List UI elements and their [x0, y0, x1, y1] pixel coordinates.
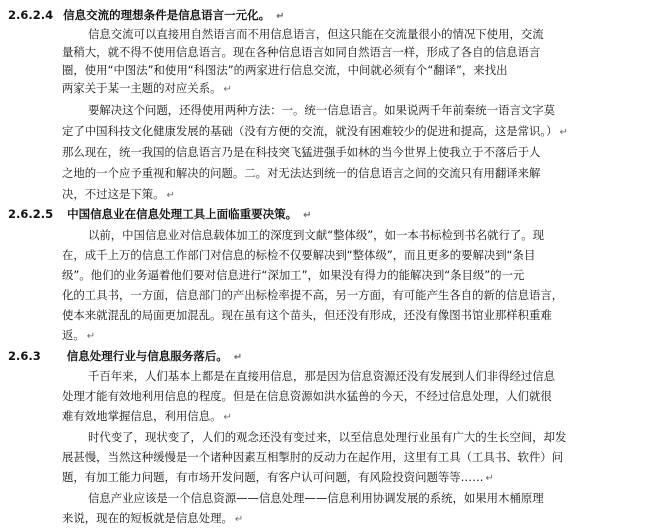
text-line: 量稍大，就不得不使用信息语言。现在各种信息语言如同自然语言一样，形成了各自的信息语言	[62, 45, 541, 59]
text-line: 处理才能有效地利用信息的程度。但是在信息资源如洪水猛兽的今天，不经过信息处理，人们就很	[62, 389, 552, 403]
text-line: 使本来就混乱的局面更加混乱。现在虽有这个苗头，但还没有形成，还没有像图书馆业那样积重难	[62, 308, 552, 322]
text-line: 那么现在，统一我国的信息语言乃是在科技突飞猛进强手如林的当今世界上使我立于不落后于人	[62, 145, 541, 159]
section-number: 2.6.2.4	[8, 8, 54, 22]
text-line: 展甚慢，当然这种缓慢是一个诸种因素互相掣肘的反动力在起作用，这里有工具（工具书、软件）问	[62, 450, 564, 464]
text-line: 决，不过这是下策。 ↵	[62, 187, 175, 201]
paragraph-mark-icon: ↵	[166, 190, 175, 201]
paragraph-mark-icon: ↵	[233, 352, 243, 363]
section-title: 信息交流的理想条件是信息语言一元化。	[63, 8, 271, 22]
text-line: 在，成千上万的信息工作部门对信息的标检不仅要解决到“整体级”，而且更多的要解决到“条目	[62, 248, 536, 262]
text-line: 定了中国科技文化健康发展的基础（没有方便的交流，就没有困难较少的促进和提高，这是常识。） ↵	[62, 124, 568, 138]
text-line: 级”。他们的业务逼着他们要对信息进行“深加工”，如果没有得力的能解决到“条目级”的一元	[62, 268, 525, 282]
paragraph-mark-icon: ↵	[234, 514, 244, 525]
paragraph-mark-icon: ↵	[223, 84, 232, 95]
section-number: 2.6.2.5	[8, 207, 54, 221]
section-heading	[8, 8, 285, 24]
text-line: 千百年来，人们基本上都是在直接用信息，那是因为信息资源还没有发展到人们非得经过信息	[88, 369, 556, 383]
text-line: 圈，使用“中图法”和使用“科图法”的两家进行信息交流，中间就必须有个“翻译”，来找出	[62, 63, 508, 77]
text-line: 时代变了，现状变了，人们的观念还没有变过来，以至信息处理行业虽有广大的生长空间，却发	[88, 430, 567, 444]
section-title: 信息处理行业与信息服务落后。	[66, 349, 228, 363]
paragraph-mark-icon: ↵	[223, 412, 232, 423]
text-line: 化的工具书，一方面，信息部门的产出标检率提不高，另一方面，有可能产生各自的新的信息语言，	[62, 288, 564, 302]
text-line: 返。 ↵	[62, 328, 96, 342]
section-heading	[8, 349, 242, 365]
text-line: 来说，现在的短板就是信息处理。 ↵	[62, 511, 244, 525]
text-line: 题，有加工能力问题，有市场开发问题，有客户认可问题，有风险投资问题等等…… ↵	[62, 470, 494, 484]
section-heading	[8, 207, 312, 223]
paragraph-mark-icon: ↵	[559, 127, 568, 138]
paragraph-mark-icon: ↵	[303, 210, 312, 221]
text-line: 之地的一个应予重视和解决的问题。二。对无法达到统一的信息语言之间的交流只有用翻译来解	[62, 166, 541, 180]
text-line: 信息产业应该是一个信息资源——信息处理——信息利用协调发展的系统，如果用木桶原理	[88, 491, 544, 505]
text-line: 难有效地掌握信息，利用信息。 ↵	[62, 409, 232, 423]
section-title: 中国信息业在信息处理工具上面临重要决策。	[67, 207, 298, 221]
text-line: 以前，中国信息业对信息载体加工的深度到文献“整体级”，如一本书标检到书名就行了。现	[88, 228, 545, 242]
text-line: 要解决这个问题，还得使用两种方法：一。统一信息语言。如果说两千年前秦统一语言文字莫	[88, 103, 556, 117]
section-number: 2.6.3	[8, 349, 41, 363]
paragraph-mark-icon: ↵	[276, 11, 285, 22]
text-line: 信息交流可以直接用自然语言而不用信息语言，但这只能在交流量很小的情况下使用，交流	[88, 27, 544, 41]
paragraph-mark-icon: ↵	[485, 473, 494, 484]
text-line: 两家关于某一主题的对应关系。 ↵	[62, 81, 232, 95]
paragraph-mark-icon: ↵	[86, 331, 96, 342]
